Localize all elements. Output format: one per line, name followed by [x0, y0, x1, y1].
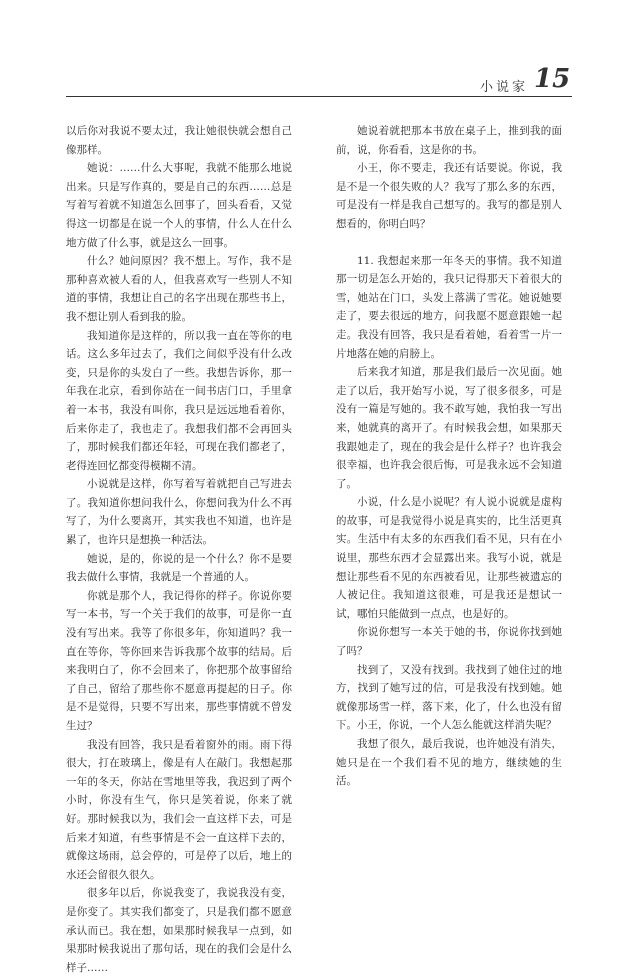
- paragraph: 她说：……什么大事呢，我就不能那么地说出来。只是写作真的，要是自己的东西……总是写着写着就不知道怎么回事了，回头看看，又觉得这一切都是在说一个人的事情，什么人在什么地方做了什么事，就是这么一回事。: [66, 162, 292, 249]
- paragraph: 小说就是这样，你写着写着就把自己写进去了。我知道你想问我什么，你想问我为什么不再写了，为什么要离开，其实我也不知道，也许是累了，也许只是想换一种活法。: [66, 478, 292, 547]
- left-text-column: [66, 122, 292, 977]
- paragraph: 11. 我想起来那一年冬天的事情。我不知道那一切是怎么开始的，我只记得那天下着很大的雪，她站在门口，头发上落满了雪花。她说她要走了，要去很远的地方，问我愿不愿意跟她一起走。我没有回答，我只是看着她，看着雪一片一片地落在她的肩膀上。: [336, 254, 562, 360]
- paragraph: 我没有回答，我只是看着窗外的雨。雨下得很大，打在玻璃上，像是有人在敲门。我想起那一年的冬天，你站在雪地里等我，我迟到了两个小时，你没有生气，你只是笑着说，你来了就好。那时候我以为，我们会一直这样下去，可是后来才知道，有些事情是不会一直这样下去的，就像这场雨，总会停的，可是停了以后，地上的水还会留很久很久。: [66, 738, 292, 881]
- paragraph: 小说，什么是小说呢？有人说小说就是虚构的故事，可是我觉得小说是真实的，比生活更真实。生活中有太多的东西我们看不见，只有在小说里，那些东西才会显露出来。我写小说，就是想让那些看不见的东西被看见，让那些被遗忘的人被记住。我知道这很难，可是我还是想试一试，哪怕只能做到一点点，也是好的。: [336, 496, 562, 620]
- paragraph: 我知道你是这样的，所以我一直在等你的电话。这么多年过去了，我们之间似乎没有什么改变，只是你的头发白了一些。我想告诉你，那一年我在北京，看到你站在一间书店门口，手里拿着一本书，我没有叫你，我只是远远地看着你，后来你走了，我也走了。我想我们都不会再回头了，那时候我们都还年轻，可现在我们都老了，老得连回忆都变得模糊不清。: [66, 329, 292, 472]
- paragraph: 你就是那个人，我记得你的样子。你说你要写一本书，写一个关于我们的故事，可是你一直没有写出来。我等了你很多年，你知道吗？我一直在等你，等你回来告诉我那个故事的结局。后来我明白了，你不会回来了，你把那个故事留给了自己，留给了那些你不愿意再提起的日子。你是不是觉得，只要不写出来，那些事情就不曾发生过？: [66, 589, 292, 732]
- section-title: 小说家: [480, 80, 529, 95]
- paragraph: 她说着就把那本书放在桌子上，推到我的面前，说，你看看，这是你的书。: [336, 125, 562, 156]
- right-text-column: [336, 122, 562, 791]
- paragraph: 很多年以后，你说我变了，我说我没有变，是你变了。其实我们都变了，只是我们都不愿意承认而已。我在想，如果那时候我早一点到，如果那时候我说出了那句话，现在的我们会是什么样子……: [66, 887, 292, 974]
- paragraph: 你说你想写一本关于她的书，你说你找到她了吗？: [336, 626, 562, 658]
- paragraph: 后来我才知道，那是我们最后一次见面。她走了以后，我开始写小说，写了很多很多，可是没有一篇是写她的。我不敢写她，我怕我一写出来，她就真的离开了。有时候我会想，如果那天我跟她走了，现在的我会是什么样子？也许我会很幸福，也许我会很后悔，可是我永远不会知道了。: [336, 366, 562, 490]
- paragraph: 我想了很久，最后我说，也许她没有消失，她只是在一个我们看不见的地方，继续她的生活。: [336, 738, 562, 788]
- paragraph: 找到了，又没有找到。我找到了她住过的地方，找到了她写过的信，可是我没有找到她。她就像那场雪一样，落下来，化了，什么也没有留下。小王，你说，一个人怎么能就这样消失呢？: [336, 663, 562, 732]
- page-number: 15: [534, 64, 571, 94]
- paragraph: 小王，你不要走，我还有话要说。你说，我是不是一个很失败的人？我写了那么多的东西，可是没有一样是我自己想写的。我写的都是别人想看的，你明白吗？: [336, 162, 562, 230]
- paragraph: 什么？她问原因？我不想上。写作，我不是那种喜欢被人看的人，但我喜欢写一些别人不知道的事情，我想让自己的名字出现在那些书上，我不想让别人看到我的脸。: [66, 255, 292, 323]
- paragraph: 以后你对我说不要太过，我让她很快就会想自己像那样。: [66, 125, 292, 156]
- header-rule: [66, 96, 572, 97]
- paragraph: 她说，是的，你说的是一个什么？你不是要我去做什么事情，我就是一个普通的人。: [66, 552, 292, 584]
